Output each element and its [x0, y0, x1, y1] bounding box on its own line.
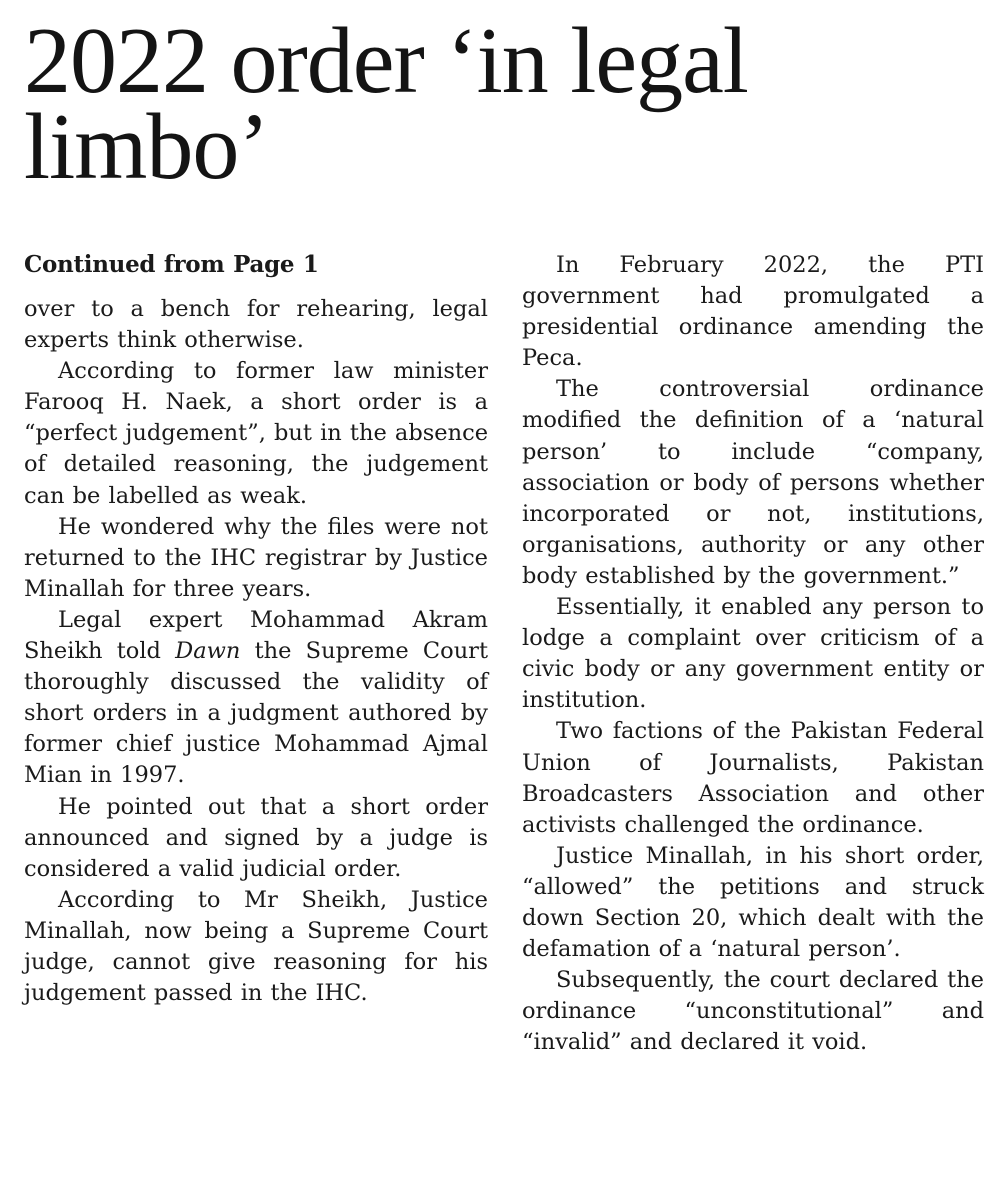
- paragraph: In February 2022, the PTI government had promulgated a presidential ordinance amending the Peca.: [522, 252, 984, 372]
- paragraph: [24, 605, 488, 792]
- paragraph-text: Legal expert Mohammad Akram Sheikh told: [24, 606, 488, 665]
- paragraph: over to a bench for rehearing, legal experts think otherwise.: [24, 296, 488, 354]
- newspaper-name: Dawn: [175, 638, 241, 665]
- paragraph: Two factions of the Pakistan Federal Union of Journalists, Pakistan Broadcasters Association and other activists challenged the ordinance.: [522, 718, 984, 838]
- article-column-1: [24, 250, 488, 1009]
- paragraph-text: the Supreme Court thoroughly discussed the validity of short orders in a judgment authored by former chief justice Mohammad Ajmal Mian in 1997.: [24, 638, 488, 789]
- continued-from-label: Continued from Page 1: [24, 251, 319, 278]
- paragraph: He wondered why the files were not returned to the IHC registrar by Justice Minallah for three years.: [24, 513, 488, 602]
- paragraph: Subsequently, the court declared the ordinance “unconstitutional” and “invalid” and declared it void.: [522, 967, 984, 1056]
- paragraph: Justice Minallah, in his short order, “allowed” the petitions and struck down Section 20, which dealt with the defamation of a ‘natural person’.: [522, 842, 984, 963]
- paragraph: According to former law minister Farooq H. Naek, a short order is a “perfect judgement”, but in the absence of detailed reasoning, the judgement can be labelled as weak.: [24, 358, 489, 509]
- paragraph: Essentially, it enabled any person to lodge a complaint over criticism of a civic body or any government entity or institution.: [522, 594, 984, 714]
- paragraph: The controversial ordinance modified the definition of a ‘natural person’ to include “company, association or body of persons whether incorporated or not, institutions, organisations, authority or any other body established by the government.”: [522, 376, 984, 589]
- article-column-2: [522, 250, 984, 1058]
- paragraph: According to Mr Sheikh, Justice Minallah, now being a Supreme Court judge, cannot give reasoning for his judgement passed in the IHC.: [24, 886, 488, 1007]
- paragraph: He pointed out that a short order announced and signed by a judge is considered a valid judicial order.: [24, 793, 488, 882]
- headline: 2022 order ‘in legal limbo’: [24, 9, 748, 199]
